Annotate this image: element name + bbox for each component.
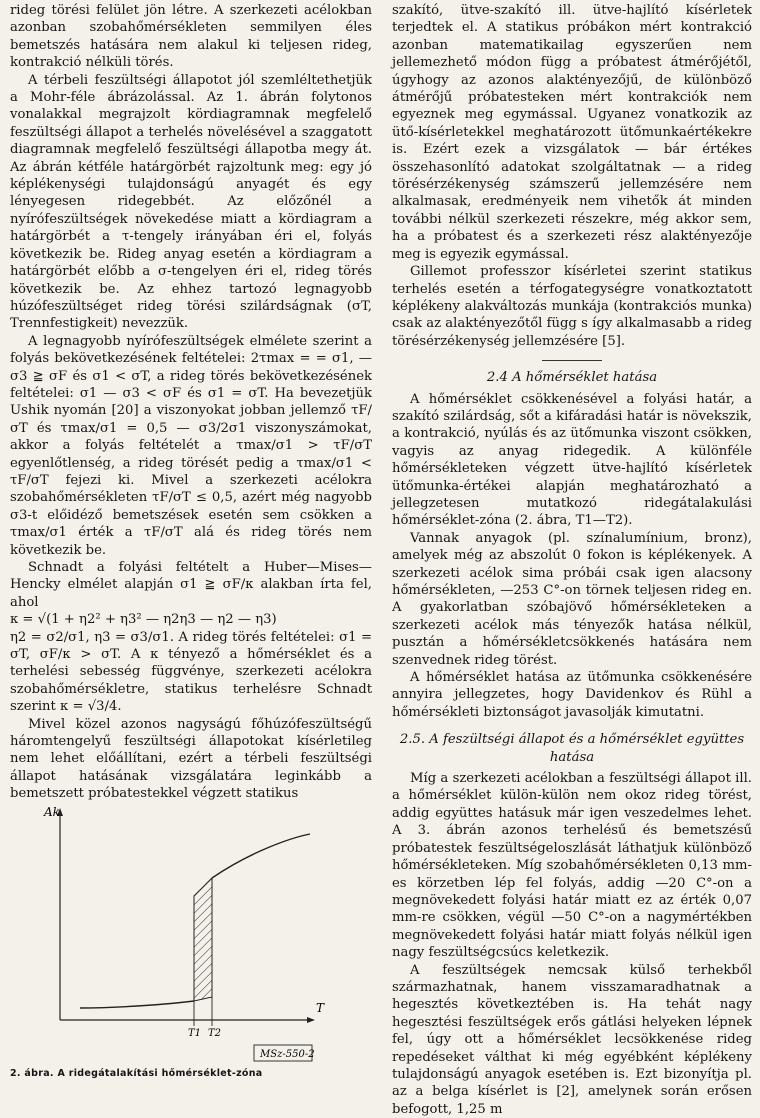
figure-transition-zone — [10, 800, 370, 1080]
paragraph: A hőmérséklet csökkenésével a folyási határ, a szakító szilárdság, sőt a kifáradási határ is növekszik, a kontrakció, nyúlás és az ütőmunka viszont csökken, vagyis az anyag ridegedik. A különféle hőmérsékleteken végzett ütve-hajlító kísérletek ütőmunka-értékei alapján meghatározható a jellegzetesen mutatkozó ridegátalakulási hőmérséklet-zóna (2. ábra, T1—T2). — [392, 391, 752, 529]
paragraph: Gillemot professzor kísérletei szerint statikus terhelés esetén a térfogategységre vonatkoztatott képlékeny alakváltozás munkája (kontrakciós munka) csak az alaktényezőtől függ s így alkalmasabb a rideg törésérzékenység jellemzésére [5]. — [392, 264, 752, 349]
right-column — [392, 2, 752, 1118]
t1-label: T1 — [188, 1028, 202, 1039]
stamp-label: MSz-550-2 — [260, 1049, 315, 1060]
paragraph: Schnadt a folyási feltételt a Huber—Mises—Hencky elmélet alapján σ1 ≧ σF/κ alakban írta fel, ahol — [10, 560, 372, 610]
heading-rule — [542, 360, 602, 361]
section-heading — [392, 731, 752, 766]
y-axis-label: Ak — [44, 805, 60, 819]
upper-curve — [212, 834, 310, 878]
x-axis-label: T — [316, 1001, 325, 1015]
paragraph: A legnagyobb nyírófeszültségek elmélete szerint a folyás bekövetkezésének feltételei: 2τmax = = σ1, — σ3 ≧ σF és σ1 < σT, a rideg törés bekövetkezésének feltételei: σ1 — σ3 < σF és σ1 = σT. Ha bevezetjük Ushik nyomán [20] a viszonyokat jobban jellemző τF/σT és τmax/σ1 = 0,5 — σ3/2σ1 viszonyszámokat, akkor a folyás feltételét a τmax/σ1 > τF/σT egyenlőtlenség, a rideg törését pedig a τmax/σ1 < τF/σT fejezi ki. Mivel a szerkezeti acélokra szobahőmérsékleten τF/σT ≤ 0,5, azért még nagyobb σ3-t előidéző bemetszések esetén sem csökken a τmax/σ1 érték a τF/σT alá és rideg törés nem következik be. — [10, 333, 372, 558]
x-axis-arrow — [307, 1017, 315, 1023]
paragraph: Vannak anyagok (pl. színalumínium, bronz), amelyek még az abszolút 0 fokon is képlékenyek. A szerkezeti acélok sima próbái csak igen alacsony hőmérsékleten, —253 C°-on törnek teljesen rideg en. A gyakorlatban szóbajövő hőmérsékleteken a szerkezeti acélok más tényezők hatása nélkül, pusztán a hőmérsékletcsökkenés hatására nem szenvednek rideg törést. — [392, 530, 752, 668]
t2-label: T2 — [208, 1028, 222, 1039]
paragraph: A feszültségek nemcsak külső terhekből származhatnak, hanem visszamaradhatnak a hegesztés következtében is. Ha tehát nagy hegesztési feszültségek erős gátlási helyeken lépnek fel, úgy ott a hőmérséklet lecsökkenése rideg repedéseket válthat ki még egyébként képlékeny tulajdonságú anyagok esetében is. Ezt bizonyítja pl. az a belga kísérlet is [2], amelynek során erősen befogott, 1,25 m — [392, 962, 752, 1117]
paragraph: η2 = σ2/σ1, η3 = σ3/σ1. A rideg törés feltételei: σ1 = σT, σF/κ > σT. A κ tényező a hőmérséklet és a terhelési sebesség függvénye, szerkezeti acélokra szobahőmérsékletre, statikus terhelésre Schnadt szerint κ = √3/4. — [10, 629, 372, 715]
paragraph: rideg törési felület jön létre. A szerkezeti acélokban azonban szobahőmérsékleten semmilyen éles bemetszés hatására nem alakul ki teljesen rideg, kontrakció nélküli törés. — [10, 3, 372, 71]
transition-zone-hatch — [194, 878, 212, 1001]
section-heading-text: 2.5. A feszültségi állapot és a hőmérséklet együttes hatása — [399, 732, 745, 765]
paragraph: A hőmérséklet hatása az ütőmunka csökkenésére annyira jellegzetes, hogy Davidenkov és Rühl a hőmérsékleti biztonságot javasolják kimutatni. — [392, 670, 752, 720]
paragraph: szakító, ütve-szakító ill. ütve-hajlító kísérletek terjedtek el. A statikus próbákon mért kontrakció azonban matematikailag egyszerűen nem jellemezhető módon függ a próbatest átmérőjétől, úgyhogy az azonos alaktényezőjű, de különböző átmérőjű próbatesteken mért kontrakciók nem egyeznek meg egymással. Ugyanez vonatkozik az ütő-kísérletekkel meghatározott ütőmunkaértékekre is. Ezért ezek a vizsgálatok — bár értékes összehasonlító adatokat szolgáltatnak — a rideg törésérzékenység számszerű jellemzésére nem alkalmasak, eredményeik nem vihetők át minden további nélkül szerkezeti részekre, még akkor sem, ha a próbatest és a szerkezeti rész alaktényezője meg is egyezik egymással. — [392, 3, 752, 262]
paragraph: Míg a szerkezeti acélokban a feszültségi állapot ill. a hőmérséklet külön-külön nem okoz rideg törést, addig együttes hatásuk már igen veszedelmes lehet. A 3. ábrán azonos terhelésű és bemetszésű próbatestek feszültségeloszlását láthatjuk különböző hőmérsékleteken. Míg szobahőmérsékleten 0,13 mm-es körzetben lép fel folyás, addig —20 C°-on a megnövekedett folyási határ miatt ez az érték 0,07 mm-re csökken, végül —50 C°-on a nagymértékben megnövekedett folyási határ miatt folyás nélkül igen nagy feszültségcsúcs keletkezik. — [392, 771, 752, 961]
left-column — [10, 2, 372, 803]
paragraph: Mivel közel azonos nagyságú főhúzófeszültségű háromtengelyű feszültségi állapotokat kísérletileg nem lehet előállítani, ezért a térbeli feszültségi állapot hatásának vizsgálatára leginkább a bemetszett próbatestekkel végzett statikus — [10, 716, 372, 802]
paragraph: A térbeli feszültségi állapotot jól szemléltethetjük a Mohr-féle ábrázolással. Az 1. ábrán folytonos vonalakkal megrajzolt kördiagramnak megfelelő feszültségi állapot a terhelés növelésével a szaggatott diagramnak megfelelő feszültségi állapotba megy át. Az ábrán kétféle határgörbét rajzoltunk meg: egy jó képlékenységi tulajdonságú anyagét és egy lényegesen ridegebbét. Az előzőnél a nyírófeszültségek növekedése miatt a kördiagram a határgörbét a τ-tengely irányában éri el, folyás következik be. Rideg anyag esetén a kördiagram a határgörbét előbb a σ-tengelyen éri el, rideg törés következik be. Az ehhez tartozó legnagyobb húzófeszültséget rideg törési szilárdságnak (σT, Trennfestigkeit) nevezzük. — [10, 72, 372, 332]
section-heading-text: 2.4 A hőmérséklet hatása — [486, 370, 658, 386]
figure-caption: 2. ábra. A ridegátalakítási hőmérséklet-zóna — [10, 1068, 263, 1079]
lower-curve — [80, 1001, 194, 1008]
section-heading — [392, 360, 752, 386]
formula-kappa: κ = √(1 + η2² + η3² — η2η3 — η2 — η3) — [10, 612, 277, 628]
